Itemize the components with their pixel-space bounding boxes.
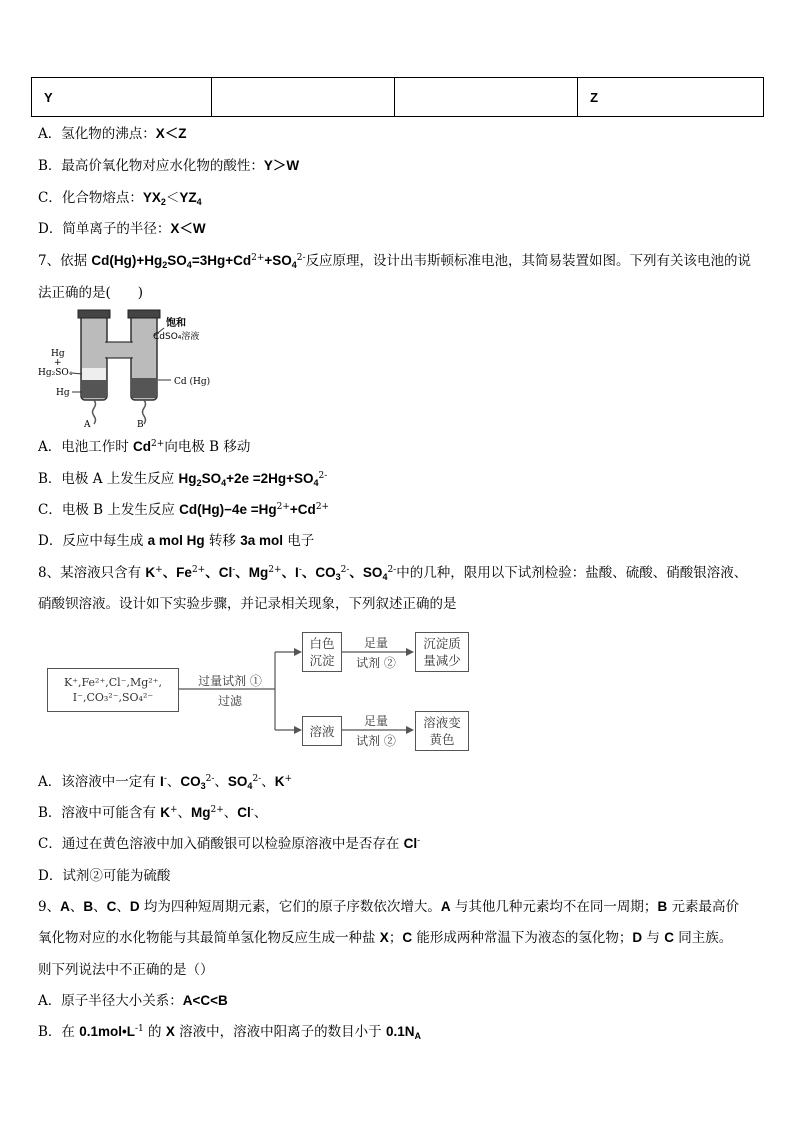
label-cdso4: CdSO₄溶液 bbox=[153, 332, 200, 342]
q7-stem-line1: 7、依据 $Cd(Hg)+Hg_2SO_4=3Hg+Cd^{2+}+SO_4^{2-}$反应原理，设计出韦斯顿标准电池，其简易装置如图。下列有关该电池的说 bbox=[38, 253, 752, 270]
q7-stem-line2: 法正确的是( ) bbox=[38, 285, 144, 301]
q6-option-a: A．氢化物的沸点：X＜Z bbox=[38, 126, 187, 142]
element-table bbox=[31, 77, 764, 117]
table-cell-z: Z bbox=[578, 78, 764, 117]
q9-option-b: B．在 $0.1mol•L^{-1}$ 的 X 溶液中，溶液中阳离子的数目小于 $0.1N_A$ bbox=[38, 1024, 421, 1041]
q8-option-c: C．通过在黄色溶液中加入硝酸银可以检验原溶液中是否存在 Cl- bbox=[38, 836, 421, 852]
q8-option-d: D．试剂②可能为硫酸 bbox=[38, 868, 171, 884]
q6-option-d: D．简单离子的半径：X＜W bbox=[38, 221, 206, 237]
q6-option-b: B．最高价氧化物对应水化物的酸性：Y＞W bbox=[38, 158, 300, 174]
q8-stem-line2: 硝酸钡溶液。设计如下实验步骤，并记录相关现象，下列叙述正确的是 bbox=[38, 596, 457, 612]
label-cd-hg: Cd (Hg) bbox=[174, 377, 211, 387]
q8-stem-line1: 8、某溶液只含有 K+、$Fe^{2+}$、Cl-、$Mg^{2+}$、I-、$CO_3^{2-}$、$SO_4^{2-}$中的几种，限用以下试剂检验：盐酸、硫酸、硝酸银溶液、 bbox=[38, 565, 748, 582]
weston-cell-diagram bbox=[36, 308, 306, 433]
q9-stem-line3: 则下列说法中不正确的是（） bbox=[38, 962, 214, 978]
solution-box: 溶液 bbox=[302, 716, 342, 746]
q7-option-b: B．电极 A 上发生反应 $Hg_2SO_4+2e =2Hg+SO_4^{2-}$ bbox=[38, 471, 328, 488]
q8-option-b: B．溶液中可能含有 K+、$Mg^{2+}$、Cl-、 bbox=[38, 805, 268, 821]
q7-option-c: C．电极 B 上发生反应 $Cd(Hg)-4e =Hg^{2+}+Cd^{2+}$ bbox=[38, 502, 330, 518]
q9-option-a: A．原子半径大小关系：A<C<B bbox=[38, 993, 228, 1009]
step1-filter-label: 过滤 bbox=[217, 694, 242, 708]
label-hg2so4: Hg₂SO₄ bbox=[38, 368, 73, 378]
reagent2-top-amount: 足量 bbox=[363, 636, 388, 650]
white-precipitate-box: 白色 沉淀 bbox=[302, 632, 342, 672]
precipitate-decrease-box: 沉淀质 量减少 bbox=[415, 632, 469, 672]
experiment-flowchart bbox=[40, 622, 480, 752]
label-saturated: 饱和 bbox=[166, 318, 186, 329]
q9-stem-line2: 氧化物对应的水化物能与其最简单氢化物反应生成一种盐 X；C 能形成两种常温下为液态的氢化物；D 与 C 同主族。 bbox=[38, 930, 733, 946]
label-electrode-b: B bbox=[137, 420, 144, 430]
label-hg-top: Hg bbox=[51, 349, 65, 359]
table-cell-empty-1 bbox=[212, 78, 395, 117]
q7-option-a: A．电池工作时 $Cd^{2+}$向电极 B 移动 bbox=[38, 439, 251, 455]
solution-yellow-box: 溶液变 黄色 bbox=[415, 711, 469, 751]
table-cell-empty-2 bbox=[395, 78, 578, 117]
q9-stem-line1: 9、A、B、C、D 均为四种短周期元素，它们的原子序数依次增大。A 与其他几种元素均不在同一周期；B 元素最高价 bbox=[38, 899, 739, 915]
label-plus: + bbox=[54, 358, 62, 368]
reagent2-bottom-label: 试剂 ② bbox=[356, 734, 396, 748]
step1-reagent-label: 过量试剂 ① bbox=[198, 674, 262, 688]
label-hg-bottom: Hg bbox=[56, 388, 70, 398]
q6-option-c: C．化合物熔点：$YX_2<YZ_4$ bbox=[38, 190, 202, 207]
q7-option-d: D．反应中每生成 a mol Hg 转移 3a mol 电子 bbox=[38, 533, 315, 549]
ion-list-box: K⁺,Fe²⁺,Cl⁻,Mg²⁺, I⁻,CO₃²⁻,SO₄²⁻ bbox=[47, 668, 179, 712]
table-cell-y: Y bbox=[32, 78, 212, 117]
q8-option-a: A．该溶液中一定有 I-、$CO_3^{2-}$、$SO_4^{2-}$、K+ bbox=[38, 774, 293, 791]
reagent2-top-label: 试剂 ② bbox=[356, 656, 396, 670]
label-electrode-a: A bbox=[84, 420, 91, 430]
reagent2-bottom-amount: 足量 bbox=[363, 714, 388, 728]
